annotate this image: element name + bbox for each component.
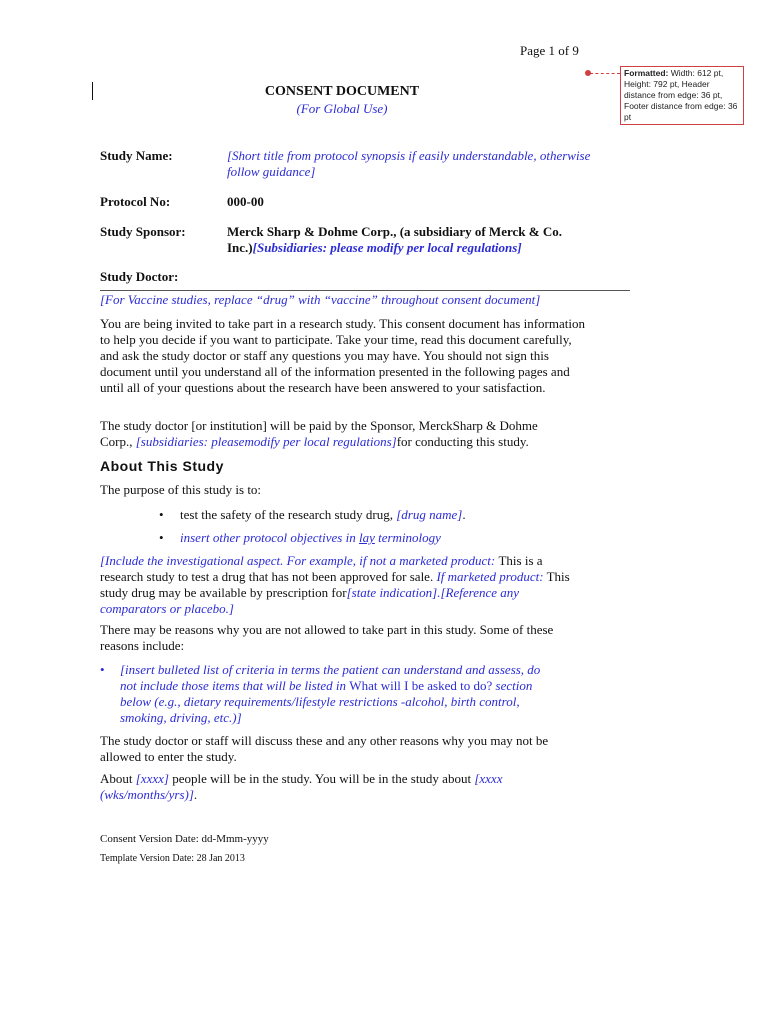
study-doctor-label: Study Doctor: — [100, 269, 179, 284]
payment-text-2: for conducting this study. — [396, 434, 529, 449]
bullet1-drug-name: [drug name] — [396, 507, 463, 522]
template-version-date: Template Version Date: 28 Jan 2013 — [100, 853, 245, 864]
document-title: CONSENT DOCUMENT — [264, 84, 420, 99]
marketed-product-label: If marketed product: — [436, 569, 544, 584]
duration-placeholder: [xxxx (wks/months/yrs)] — [100, 771, 503, 802]
bullet1-end: . — [462, 507, 466, 522]
payment-text-1: The study doctor [or institution] will be paid by the Sponsor, MerckSharp & Dohme Corp., — [100, 418, 538, 449]
comment-label: Formatted: — [624, 68, 669, 78]
payment-paragraph — [100, 418, 570, 450]
indication-placeholder: [state indication].[Reference any comparators or placebo.] — [100, 585, 520, 616]
study-name-value: [Short title from protocol synopsis if easily understandable, otherwise follow guidance] — [227, 148, 591, 179]
page-number: Page 1 of 9 — [520, 43, 579, 58]
participants-text-1: About — [100, 771, 136, 786]
sponsor-value — [227, 224, 582, 256]
bullet2-end: terminology — [374, 530, 441, 545]
prescription-text: This study drug may be available by prescription for — [100, 569, 570, 600]
text-cursor — [92, 82, 93, 100]
criteria-placeholder: [insert bulleted list of criteria in terms the patient can understand and assess, do not include those items that will be listed in — [120, 662, 541, 693]
bullet2-text: insert other protocol objectives in — [180, 530, 359, 545]
bullet-icon: • — [159, 507, 164, 522]
sponsor-name: Merck Sharp & Dohme Corp., (a subsidiary of Merck & Co. Inc.) — [227, 224, 562, 255]
investigational-statement: This is a research study to test a drug that has not been approved for sale. — [100, 553, 543, 584]
consent-version-date: Consent Version Date: dd-Mmm-yyyy — [100, 833, 269, 845]
bullet2-lay-word: lay — [358, 530, 375, 545]
criteria-section-reference: What will I be asked to do? — [349, 678, 493, 693]
formatting-comment-balloon[interactable] — [620, 66, 744, 125]
participants-text-3: . — [193, 787, 198, 802]
intro-paragraph: You are being invited to take part in a research study. This consent document has information to help you decide if you want to participate. Take your time, read this document carefully, and ask the study doctor or staff any questions you may have. You should not sign this document until you understand all of the information presented in the following pages and until all of your questions about the research have been answered to your satisfaction. — [100, 316, 585, 395]
participants-count-placeholder: [xxxx] — [135, 771, 169, 786]
payment-subsidiary-note: [subsidiaries: pleasemodify per local regulations] — [135, 434, 397, 449]
investigational-instruction: [Include the investigational aspect. For example, if not a marketed product: — [100, 553, 499, 568]
bullet1-text: test the safety of the research study drug, — [180, 507, 397, 522]
criteria-examples: section below (e.g., dietary requirements/lifestyle restrictions -alcohol, birth control, smoking, driving, etc.)] — [120, 678, 533, 725]
study-name-label: Study Name: — [100, 148, 173, 163]
discuss-paragraph: The study doctor or staff will discuss these and any other reasons why you may not be allowed to enter the study. — [100, 733, 549, 764]
participants-text-2: people will be in the study. You will be in the study about — [168, 771, 475, 786]
sponsor-label: Study Sponsor: — [100, 224, 186, 239]
investigational-paragraph — [100, 553, 570, 617]
vaccine-note: [For Vaccine studies, replace “drug” with “vaccine” throughout consent document] — [100, 292, 541, 307]
bullet-icon: • — [159, 530, 164, 545]
sponsor-subsidiary-note: [Subsidiaries: please modify per local regulations] — [252, 240, 522, 255]
comment-leader-line — [590, 73, 620, 74]
protocol-value: 000-00 — [227, 194, 264, 209]
about-heading: About This Study — [100, 458, 224, 474]
reasons-paragraph: There may be reasons why you are not allowed to take part in this study. Some of these reasons include: — [100, 622, 554, 653]
document-subtitle: (For Global Use) — [296, 101, 388, 116]
participants-paragraph — [100, 771, 570, 803]
comment-text: Width: 612 pt, Height: 792 pt, Header distance from edge: 36 pt, Footer distance from edge: 36 pt — [624, 68, 738, 122]
purpose-line: The purpose of this study is to: — [100, 482, 262, 497]
protocol-label: Protocol No: — [100, 194, 171, 209]
bullet-icon: • — [100, 662, 105, 677]
study-doctor-rule — [100, 290, 630, 291]
